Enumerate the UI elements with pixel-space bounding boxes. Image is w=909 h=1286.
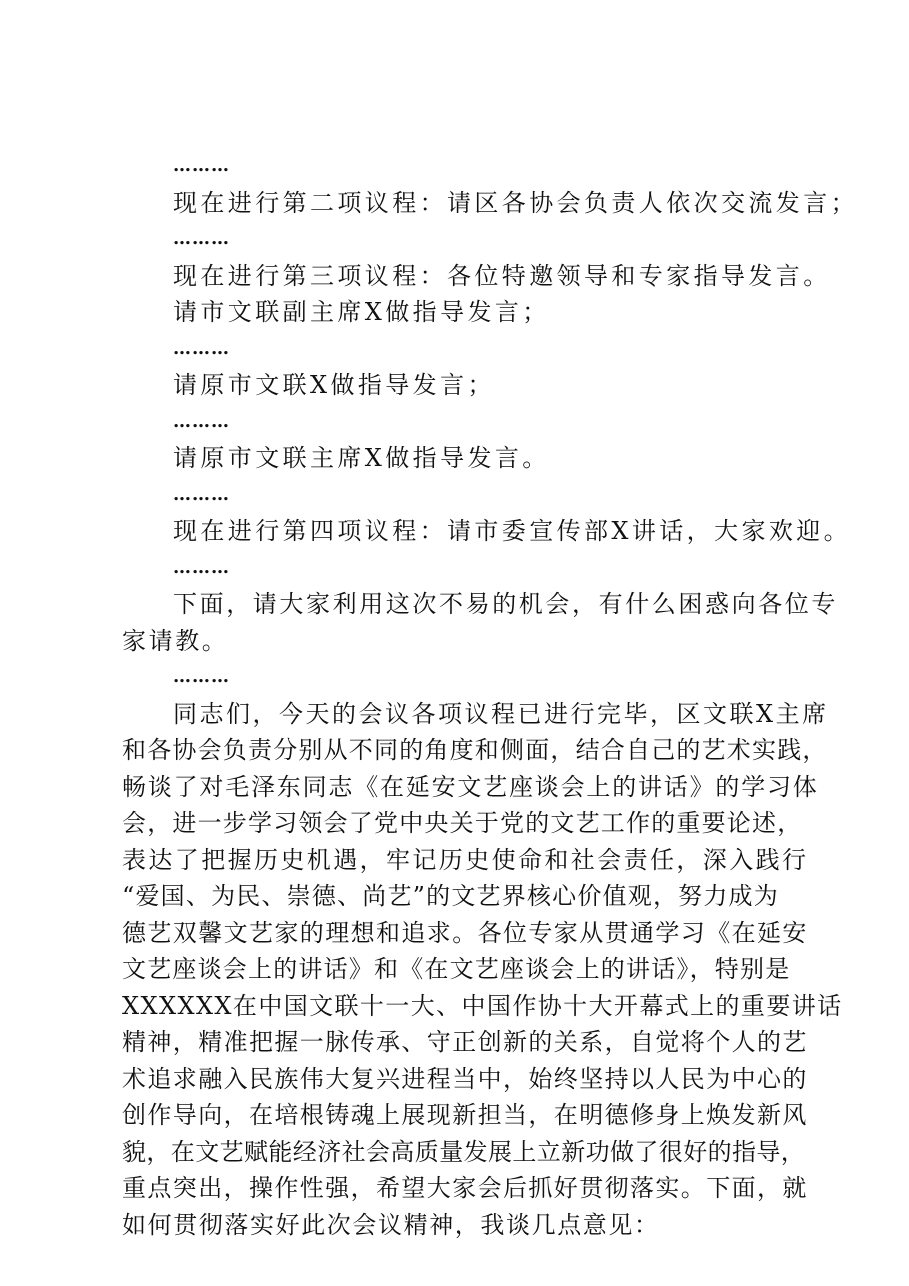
paragraph-line: 会，进一步学习领会了党中央关于党的文艺工作的重要论述， <box>122 809 803 837</box>
paragraph-line: 精神，精准把握一脉传承、守正创新的关系，自觉将个人的艺 <box>122 1028 808 1056</box>
ellipsis-line: ……… <box>173 228 230 249</box>
document-body <box>122 148 858 1243</box>
agenda-item-4: 现在进行第四项议程：请市委宣传部X讲话，大家欢迎。 <box>173 517 852 545</box>
paragraph-line: 貌，在文艺赋能经济社会高质量发展上立新功做了很好的指导， <box>122 1137 806 1166</box>
paragraph-questions <box>122 586 838 659</box>
paragraph-line: 如何贯彻落实好此次会议精神，我谈几点意见： <box>122 1210 660 1239</box>
paragraph-line: 和各协会负责分别从不同的角度和侧面，结合自己的艺术实践， <box>122 736 828 764</box>
paragraph-line: 畅谈了对毛泽东同志《在延安文艺座谈会上的讲话》的学习体 <box>122 772 819 801</box>
paragraph-line: 家请教。 <box>122 626 229 655</box>
agenda-item-2: 现在进行第二项议程：请区各协会负责人依次交流发言； <box>173 188 858 217</box>
paragraph-line: “爱国、为民、崇德、尚艺”的文艺界核心价值观，努力成为 <box>122 882 779 910</box>
paragraph-line: 创作导向，在培根铸魂上展现新担当，在明德修身上焕发新风 <box>122 1101 808 1129</box>
speaker-line: 请原市文联X做指导发言； <box>173 371 495 399</box>
paragraph-line: 德艺双馨文艺家的理想和追求。各位专家从贯通学习《在延安 <box>122 918 808 947</box>
paragraph-line: 文艺座谈会上的讲话》和《在文艺座谈会上的讲话》，特别是 <box>122 955 791 983</box>
paragraph-closing <box>122 696 843 1244</box>
ellipsis-line: ……… <box>173 337 230 359</box>
paragraph-line: 术追求融入民族伟大复兴进程当中，始终坚持以人民为中心的 <box>122 1064 808 1093</box>
speaker-line: 请原市文联主席X做指导发言。 <box>173 444 550 472</box>
paragraph-line: 下面，请大家利用这次不易的机会，有什么困惑向各位专 <box>173 590 838 618</box>
paragraph-line: 同志们，今天的会议各项议程已进行完毕，区文联X主席 <box>173 699 829 728</box>
ellipsis-line: ……… <box>173 483 230 505</box>
ellipsis-line: ……… <box>173 666 230 687</box>
ellipsis-line: ……… <box>173 155 230 176</box>
agenda-item-3: 现在进行第三项议程：各位特邀领导和专家指导发言。 <box>173 261 831 290</box>
paragraph-line: 表达了把握历史机遇，牢记历史使命和社会责任，深入践行 <box>122 845 809 874</box>
ellipsis-line: ……… <box>173 410 230 432</box>
ellipsis-line: ……… <box>173 556 230 578</box>
paragraph-line: XXXXXX在中国文联十一大、中国作协十大开幕式上的重要讲话 <box>122 991 843 1020</box>
speaker-line: 请市文联副主席X做指导发言； <box>173 298 550 326</box>
paragraph-line: 重点突出，操作性强，希望大家会后抓好贯彻落实。下面，就 <box>122 1174 808 1202</box>
